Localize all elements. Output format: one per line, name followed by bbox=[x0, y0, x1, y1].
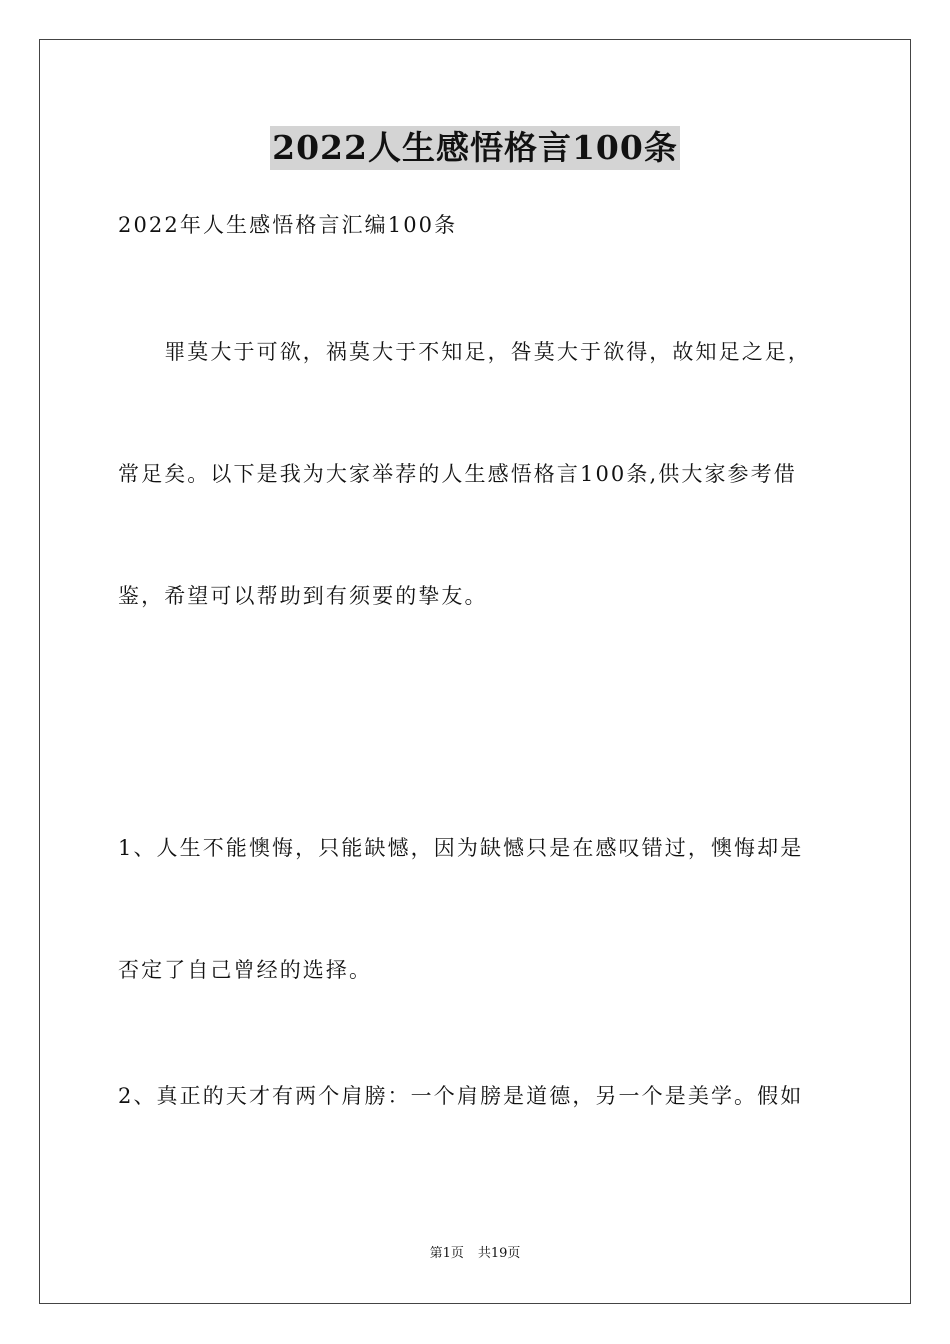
paragraph-line: 否定了自己曾经的选择。 bbox=[118, 958, 373, 982]
paragraph-line: 2、真正的天才有两个肩膀：一个肩膀是道德，另一个是美学。假如 bbox=[118, 1084, 804, 1108]
title-container bbox=[0, 126, 950, 170]
page-footer bbox=[0, 1245, 950, 1263]
paragraph-line: 罪莫大于可欲，祸莫大于不知足，咎莫大于欲得，故知足之足， bbox=[118, 340, 811, 364]
document-subtitle: 2022年人生感悟格言汇编100条 bbox=[118, 213, 458, 237]
paragraph-line: 鉴，希望可以帮助到有须要的挚友。 bbox=[118, 584, 488, 608]
document-title: 2022人生感悟格言100条 bbox=[270, 126, 680, 170]
page-total: 共19页 bbox=[477, 1246, 521, 1261]
paragraph-line: 常足矣。以下是我为大家举荐的人生感悟格言100条,供大家参考借 bbox=[118, 462, 797, 486]
paragraph-line: 1、人生不能懊悔，只能缺憾，因为缺憾只是在感叹错过，懊悔却是 bbox=[118, 836, 804, 860]
page-number: 第1页 bbox=[429, 1246, 464, 1261]
